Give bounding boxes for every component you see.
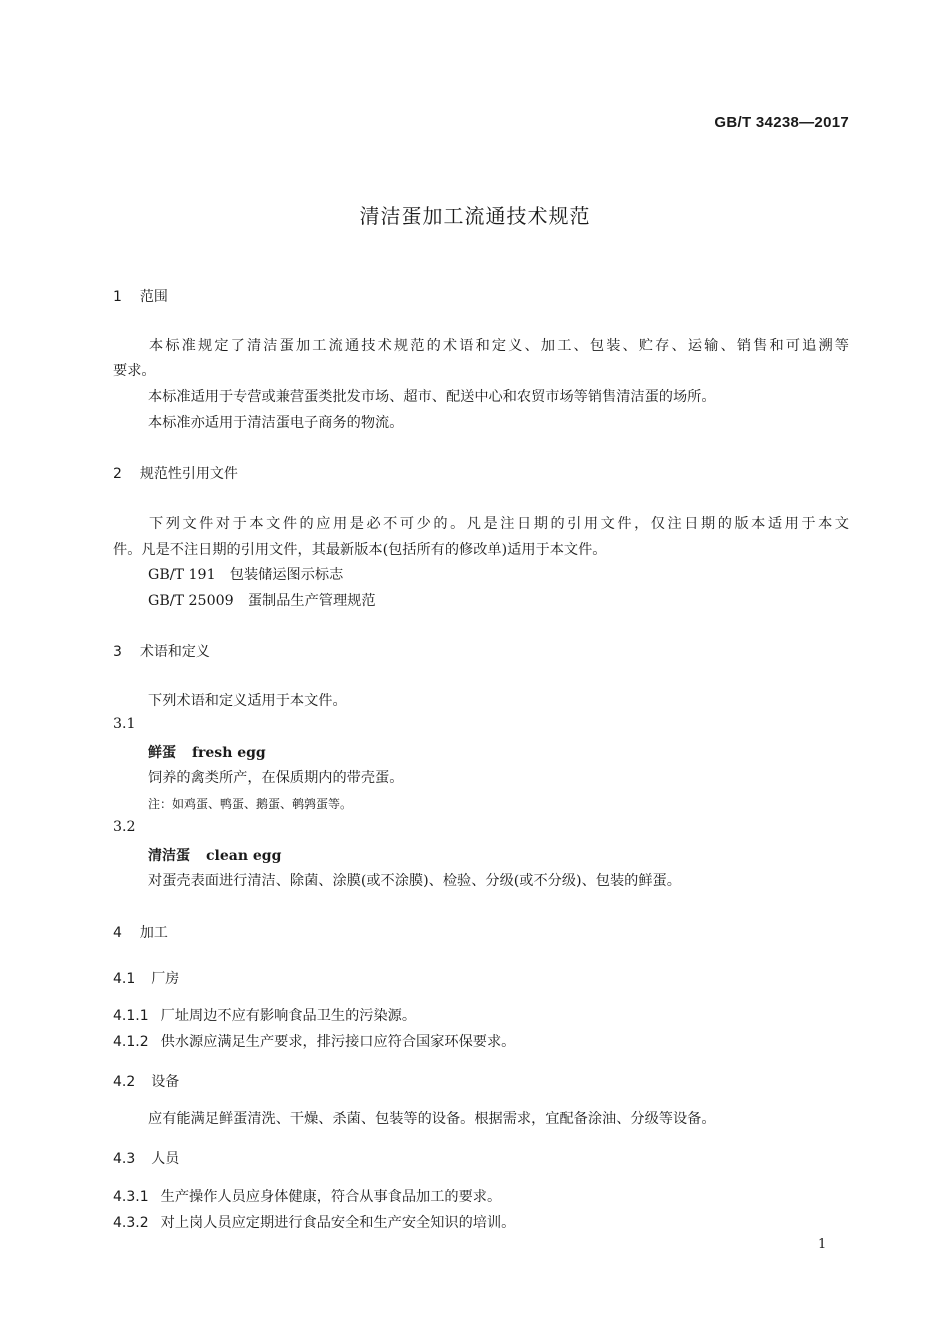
term-3-1-note: 注：如鸡蛋、鸭蛋、鹅蛋、鹌鹑蛋等。 [148,797,353,811]
term-3-1-definition: 饲养的禽类所产，在保质期内的带壳蛋。 [148,770,404,786]
section-number: 3 [113,644,122,660]
clause-text: 厂址周边不应有影响食品卫生的污染源。 [160,1008,417,1024]
clause-text: 供水源应满足生产要求，排污接口应符合国家环保要求。 [160,1034,516,1050]
section-number: 1 [113,289,122,305]
clause-4-1-1 [113,1005,416,1025]
section-3-heading [113,641,210,661]
section-title: 设备 [151,1074,180,1090]
s1-paragraph-1-line-2: 要求。 [113,363,156,379]
clause-number: 4.3.1 [113,1189,149,1205]
term-3-1-title [148,742,266,762]
section-2-heading [113,463,238,483]
s4-2-paragraph: 应有能满足鲜蛋清洗、干燥、杀菌、包装等的设备。根据需求，宜配备涂油、分级等设备。 [148,1111,716,1127]
section-title: 范围 [139,289,168,305]
clause-text: 对上岗人员应定期进行食品安全和生产安全知识的培训。 [160,1215,516,1231]
s1-paragraph-3: 本标准亦适用于清洁蛋电子商务的物流。 [148,415,404,431]
reference-gb-t-25009: GB/T 25009 蛋制品生产管理规范 [148,593,376,609]
section-number: 4.1 [113,971,136,987]
section-title: 厂房 [151,971,180,987]
term-zh: 清洁蛋 [148,848,190,864]
clause-number: 4.3.2 [113,1215,149,1231]
section-4-3-heading [113,1148,179,1168]
section-4-2-heading [113,1071,179,1091]
clause-4-1-2 [113,1031,515,1051]
s3-intro: 下列术语和定义适用于本文件。 [148,693,347,709]
section-title: 术语和定义 [139,644,210,660]
term-en: clean egg [206,848,282,864]
page-number: 1 [818,1237,827,1252]
section-title: 加工 [139,925,168,941]
section-number: 2 [113,466,122,482]
reference-gb-t-191: GB/T 191 包装储运图示标志 [148,567,344,583]
clause-4-3-1 [113,1186,501,1206]
s2-paragraph-1-line-2: 件。凡是不注日期的引用文件，其最新版本(包括所有的修改单)适用于本文件。 [113,542,607,558]
term-3-2-number: 3.2 [113,819,136,835]
s1-paragraph-1-line-1: 本标准规定了清洁蛋加工流通技术规范的术语和定义、加工、包装、贮存、运输、销售和可追溯等 [149,338,849,354]
section-number: 4 [113,925,122,941]
term-3-1-number: 3.1 [113,716,136,732]
clause-number: 4.1.1 [113,1008,149,1024]
s2-paragraph-1-line-1: 下列文件对于本文件的应用是必不可少的。凡是注日期的引用文件，仅注日期的版本适用于本文 [149,516,849,532]
clause-4-3-2 [113,1212,515,1232]
clause-text: 生产操作人员应身体健康，符合从事食品加工的要求。 [160,1189,502,1205]
section-1-heading [113,286,168,306]
term-en: fresh egg [192,745,266,761]
section-title: 规范性引用文件 [139,466,238,482]
section-4-1-heading [113,968,179,988]
term-3-2-title [148,845,281,865]
section-4-heading [113,922,168,942]
section-title: 人员 [151,1151,180,1167]
section-number: 4.3 [113,1151,136,1167]
clause-number: 4.1.2 [113,1034,149,1050]
section-number: 4.2 [113,1074,136,1090]
term-zh: 鲜蛋 [148,745,176,761]
s1-paragraph-2: 本标准适用于专营或兼营蛋类批发市场、超市、配送中心和农贸市场等销售清洁蛋的场所。 [148,389,716,405]
term-3-2-definition: 对蛋壳表面进行清洁、除菌、涂膜(或不涂膜)、检验、分级(或不分级)、包装的鲜蛋。 [148,873,681,889]
standard-code: GB/T 34238—2017 [714,114,849,131]
document-title: 清洁蛋加工流通技术规范 [359,204,591,228]
